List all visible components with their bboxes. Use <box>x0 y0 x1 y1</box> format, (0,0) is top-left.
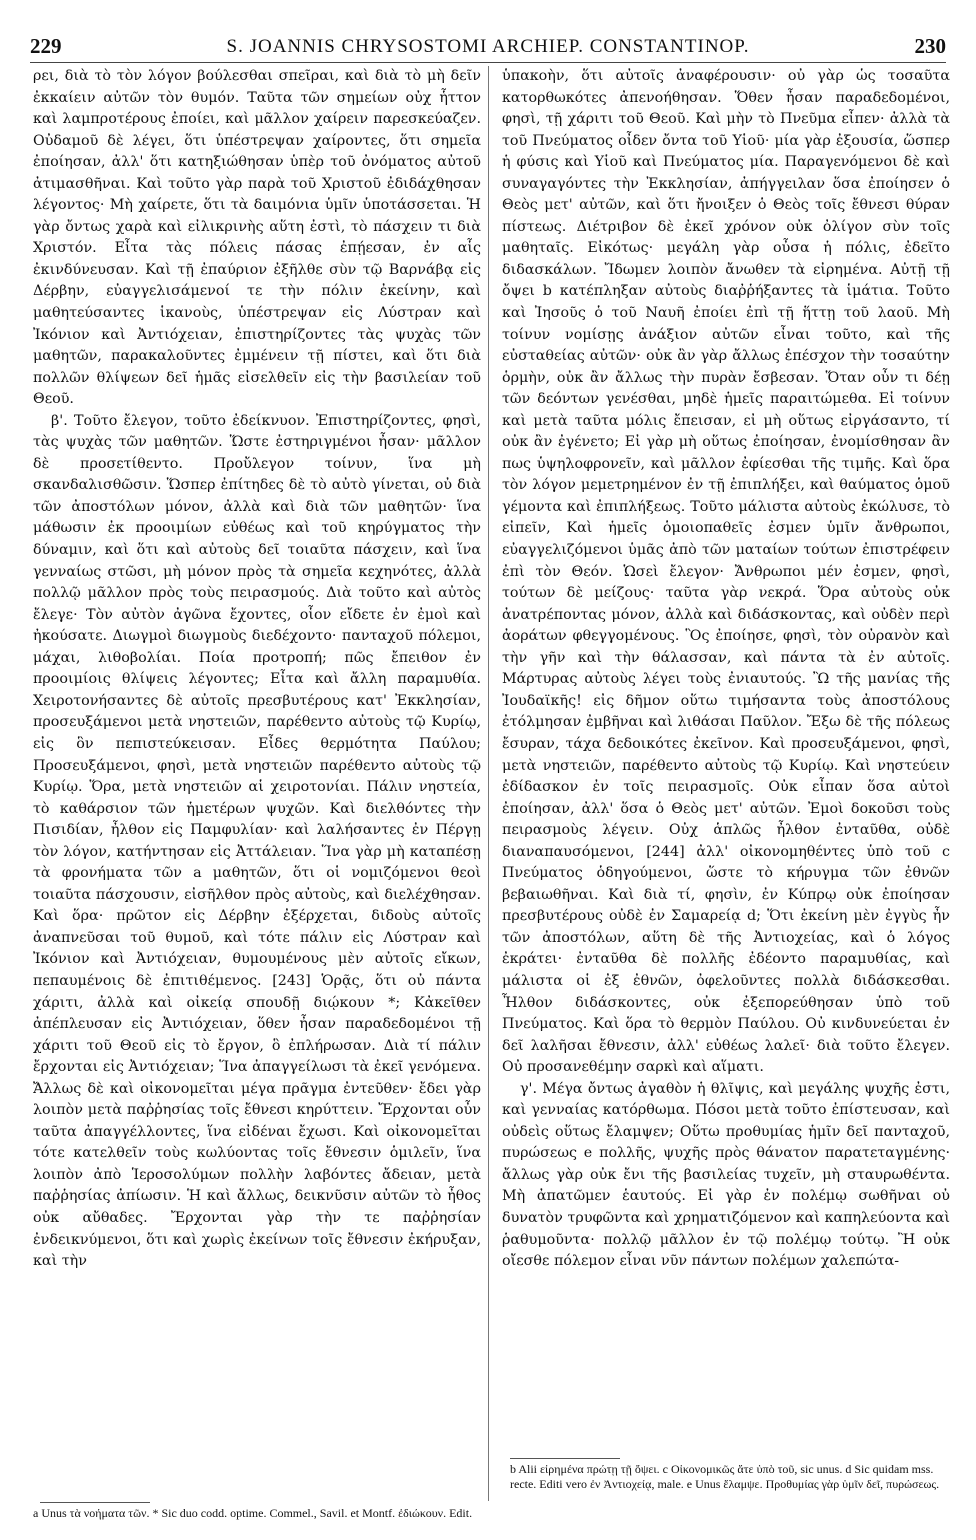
page-number-left: 229 <box>30 34 62 58</box>
footnotes-left: a Unus τὰ νοήματα τῶν. * Sic duo codd. optime. Commel., Savil. et Montf. ἐδιώκουν. Edit. <box>33 1506 473 1520</box>
footnotes-right: b Alii εἰρημένα πρώτῃ τῇ ὄψει. c Οἰκονομικῶς ἅτε ὑπὸ τοῦ, sic unus. d Sic quidam mss. recte. Editi vero ἐν Ἀντιοχείᾳ, male. e Unus ἔλαμψε. Προθυμίας γὰρ ὑμῖν δεῖ, πυρώσεως. <box>510 1462 940 1491</box>
column-divider <box>488 66 489 1501</box>
page-number-right: 230 <box>914 34 946 58</box>
header-rule <box>30 62 946 63</box>
paragraph: ρει, διὰ τὸ τὸν λόγον βούλεσθαι σπεῖραι, καὶ διὰ τὸ μὴ δεῖν ἐκκαίειν αὐτῶν τὸν θυμόν. Ταῦτα τῶν σημείων οὐχ ἧττον καὶ λαμπροτέρους ἐποίει, καὶ μᾶλλον χαίρειν παρεσκεύαζεν. Οὐδαμοῦ δὲ λέγει, ὅτι ὑπέστρεψαν χαίροντες, ὅτι σημεῖα ἐποίησαν, ἀλλ' ὅτι κατηξιώθησαν ὑπὲρ τοῦ ὀνόματος αὐτοῦ ἀτιμασθῆναι. Καὶ τοῦτο γὰρ παρὰ τοῦ Χριστοῦ ἐδιδάχθησαν λέγοντος· Μὴ χαίρετε, ὅτι τὰ δαιμόνια ὑμῖν ὑποτάσσεται. Ἡ γὰρ ὄντως χαρὰ καὶ εἰλικρινὴς αὕτη ἐστὶ, τὸ πάσχειν τι διὰ Χριστόν. Εἶτα τὰς πόλεις πάσας ἐπῄεσαν, ἐν αἷς ἐκινδύνευσαν. Καὶ τῇ ἐπαύριον ἐξῆλθε σὺν τῷ Βαρνάβᾳ εἰς Δέρβην, εὐαγγελισάμενοί τε τὴν πόλιν ἐκείνην, καὶ μαθητεύσαντες ἱκανοὺς, ὑπέστρεψαν εἰς Λύστραν καὶ Ἰκόνιον καὶ Ἀντιόχειαν, ἐπιστηρίζοντες τὰς ψυχὰς τῶν μαθητῶν, παρακαλοῦντες ἐμμένειν τῇ πίστει, καὶ ὅτι διὰ πολλῶν θλίψεων δεῖ ἡμᾶς εἰσελθεῖν εἰς τὴν βασιλείαν τοῦ Θεοῦ. <box>33 68 481 408</box>
paragraph: γ'. Μέγα ὄντως ἀγαθὸν ἡ θλῖψις, καὶ μεγάλης ψυχῆς ἐστι, καὶ γενναίας κατόρθωμα. Πόσοι μετὰ τοῦτο ἐπίστευσαν, καὶ οὐδεὶς οὕτως ἔλαμψεν; Οὕτω προθυμίας ἡμῖν δεῖ πανταχοῦ, πυρώσεως e πολλῆς, ψυχῆς πρὸς θάνατον παρατεταγμένης· ἄλλως γὰρ οὐκ ἔνι τῆς βασιλείας τυχεῖν, μὴ σταυρωθέντα. Μὴ ἀπατῶμεν ἑαυτούς. Εἰ γὰρ ἐν πολέμῳ σωθῆναι οὐ δυνατὸν τρυφῶντα καὶ χρηματιζόμενον καὶ καπηλεύοντα καὶ ῥαθυμοῦντα· πολλῷ μᾶλλον ἐν τῷ πολέμῳ τούτῳ. Ἢ οὐκ οἴεσθε πόλεμον εἶναι νῦν πάντων πολέμων χαλεπώτα- <box>502 1080 950 1270</box>
footnote-rule-right <box>510 1458 620 1459</box>
paragraph: ὑπακοὴν, ὅτι αὐτοῖς ἀναφέρουσιν· οὐ γὰρ ὡς τοσαῦτα κατορθωκότες ἀπενοήθησαν. Ὅθεν ἦσαν παραδεδομένοι, φησὶ, τῇ χάριτι τοῦ Θεοῦ. Καὶ μὴν τὸ Πνεῦμα εἶπεν· ἀλλὰ τὰ τοῦ Πνεύματος οἶδεν ὄντα τοῦ Υἱοῦ· μία γὰρ ἐξουσία, ὥσπερ ἡ φύσις καὶ Υἱοῦ καὶ Πνεύματος μία. Παραγενόμενοι δὲ καὶ συναγαγόντες τὴν Ἐκκλησίαν, ἀπήγγειλαν ὅσα ἐποίησεν ὁ Θεὸς μετ' αὐτῶν, καὶ ὅτι ἤνοιξεν ὁ Θεὸς τοῖς ἔθνεσι θύραν πίστεως. Διέτριβον δὲ ἐκεῖ χρόνον οὐκ ὀλίγον σὺν τοῖς μαθηταῖς. Εἰκότως· μεγάλη γὰρ οὖσα ἡ πόλις, ἐδεῖτο διδασκάλων. Ἴδωμεν λοιπὸν ἄνωθεν τὰ εἰρημένα. Αὐτῇ τῇ ὄψει b κατέπληξαν αὐτοὺς διαῤῥήξαντες τὰ ἱμάτια. Τοῦτο καὶ Ἰησοῦς ὁ τοῦ Ναυῆ ἐποίει ἐπὶ τῇ ἥττῃ τοῦ λαοῦ. Μὴ τοίνυν νομίσῃς ἀνάξιον αὐτῶν εἶναι τοῦτο, καὶ τῆς εὐσταθείας αὐτῶν· οὐκ ἂν γὰρ ἄλλως ἐπέσχον τὴν τοσαύτην ὁρμὴν, οὐκ ἂν ἄλλως τὴν πυρὰν ἔσβεσαν. Ὅταν οὖν τι δέῃ τῶν δεόντων γενέσθαι, μηδὲ ἡμεῖς παραιτώμεθα. Εἰ τοίνυν καὶ μετὰ ταῦτα μόλις ἔπεισαν, εἰ μὴ οὕτως εἰργάσαντο, τί οὐκ ἂν ἐγένετο; Εἰ γὰρ μὴ οὕτως ἐποίησαν, ἐνομίσθησαν ἂν πως ὑψηλοφρονεῖν, καὶ μᾶλλον ἐφίεσθαι τῆς τιμῆς. Καὶ ὅρα τὸν λόγον μεμετρημένον ἐν τῇ ἐπιπλήξει, καὶ θαύματος ὁμοῦ γέμοντα καὶ ἐπιπλήξεως. Τοῦτο μάλιστα αὐτοὺς ἐκώλυσε, τὸ εἰπεῖν, Καὶ ἡμεῖς ὁμοιοπαθεῖς ἐσμεν ὑμῖν ἄνθρωποι, εὐαγγελιζόμενοι ὑμᾶς ἀπὸ τῶν ματαίων τούτων ἐπιστρέφειν ἐπὶ τὸν Θεόν. Ὡσεὶ ἔλεγον· Ἄνθρωποι μέν ἐσμεν, φησὶ, τούτων δὲ μείζους· ταῦτα γὰρ νεκρά. Ὅρα αὐτοὺς οὐκ ἀνατρέποντας μόνον, ἀλλὰ καὶ διδάσκοντας, καὶ οὐδὲν περὶ ἀοράτων φθεγγομένους. Ὃς ἐποίησε, φησὶ, τὸν οὐρανὸν καὶ τὴν γῆν καὶ τὴν θάλασσαν, καὶ πάντα τὰ ἐν αὐτοῖς. Μάρτυρας αὐτοὺς λέγει τοὺς ἐνιαυτούς. Ὢ τῆς μανίας τῆς Ἰουδαϊκῆς! εἰς δῆμον οὕτω τιμήσαντα τοὺς ἀποστόλους ἐτόλμησαν ἐμβῆναι καὶ λιθάσαι Παῦλον. Ἔξω δὲ τῆς πόλεως ἔσυραν, τάχα δεδοικότες ἐκεῖνον. Καὶ προσευξάμενοι, φησὶ, μετὰ νηστειῶν, παρέθεντο αὐτοὺς τῷ Κυρίῳ. Καὶ νηστεύειν ἐδίδασκον ἐν τοῖς πειρασμοῖς. Οὐκ εἶπαν ὅσα αὐτοὶ ἐποίησαν, ἀλλ' ὅσα ὁ Θεὸς μετ' αὐτῶν. Ἐμοὶ δοκοῦσι τοὺς πειρασμοὺς λέγειν. Οὐχ ἁπλῶς ἦλθον ἐνταῦθα, οὐδὲ διαναπαυσόμενοι, [244] ἀλλ' οἰκονομηθέντες ὑπὸ τοῦ c Πνεύματος ὁδηγούμενοι, ὥστε τὸ κήρυγμα τῶν ἐθνῶν βεβαιωθῆναι. Καὶ διὰ τί, φησὶν, ἐν Κύπρῳ οὐκ ἐποίησαν πρεσβυτέρους οὐδὲ ἐν Σαμαρείᾳ d; Ὅτι ἐκείνη μὲν ἐγγὺς ἦν τῶν ἀποστόλων, αὕτη δὲ τῆς Ἀντιοχείας, καὶ ὁ λόγος ἐκράτει· ἐνταῦθα δὲ πολλῆς ἐδέοντο παραμυθίας, καὶ μάλιστα οἱ ἐξ ἐθνῶν, ὀφελοῦντες πολλὰ διδάσκεσθαι. Ἦλθον διδάσκοντες, οὐκ ἐξεπορεύθησαν ὑπὸ τοῦ Πνεύματος. Καὶ ὅρα τὸ θερμὸν Παύλου. Οὐ κινδυνεύεται ἐν δεῖ λαλῆσαι ἔθνεσιν, ἀλλ' εὐθέως λαλεῖ· διὰ τοῦτο ἔλεγεν. Οὐ προσανεθέμην σαρκὶ καὶ αἵματι. <box>502 68 950 1076</box>
running-header <box>30 34 946 60</box>
footnote-rule-left <box>40 1502 150 1503</box>
paragraph: β'. Τοῦτο ἔλεγον, τοῦτο ἐδείκνυον. Ἐπιστηρίζοντες, φησὶ, τὰς ψυχὰς τῶν μαθητῶν. Ὥστε ἐστηριγμένοι ἦσαν· μᾶλλον δὲ προσετίθεντο. Προὔλεγον τοίνυν, ἵνα μὴ σκανδαλισθῶσιν. Ὥσπερ ἐπίτηδες δὲ τὸ αὐτὸ γίνεται, οὐ διὰ τῶν ἀποστόλων μόνον, ἀλλὰ καὶ διὰ τῶν μαθητῶν· ἵνα μάθωσιν ἐκ προοιμίων εὐθέως καὶ τοῦ κηρύγματος τὴν δύναμιν, καὶ ὅτι καὶ αὐτοὺς δεῖ τοιαῦτα πάσχειν, καὶ ἵνα γενναίως στῶσι, μὴ μόνον πρὸς τὰ σημεῖα κεχηνότες, ἀλλὰ πολλῷ μᾶλλον πρὸς τοὺς πειρασμούς. Διὰ τοῦτο καὶ αὐτὸς ἔλεγε· Τὸν αὐτὸν ἀγῶνα ἔχοντες, οἷον εἴδετε ἐν ἐμοὶ καὶ ἠκούσατε. Διωγμοὶ διωγμοὺς διεδέχοντο· πανταχοῦ πόλεμοι, μάχαι, λιθοβολίαι. Ποία προτροπή; πῶς ἔπειθον ἐν προοιμίοις θλίψεις λέγοντες; Εἶτα καὶ ἄλλη παραμυθία. Χειροτονήσαντες δὲ αὐτοῖς πρεσβυτέρους κατ' Ἐκκλησίαν, προσευξάμενοι μετὰ νηστειῶν, παρέθεντο αὐτοὺς τῷ Κυρίῳ, εἰς ὃν πεπιστεύκεισαν. Εἶδες θερμότητα Παύλου; Προσευξάμενοι, φησὶ, μετὰ νηστειῶν παρέθεντο αὐτοὺς τῷ Κυρίῳ. Ὅρα, μετὰ νηστειῶν αἱ χειροτονίαι. Πάλιν νηστεία, τὸ καθάρσιον τῶν ἡμετέρων ψυχῶν. Καὶ διελθόντες τὴν Πισιδίαν, ἦλθον εἰς Παμφυλίαν· καὶ λαλήσαντες ἐν Πέργῃ τὸν λόγον, κατήντησαν εἰς Ἀττάλειαν. Ἵνα γὰρ μὴ καταπέσῃ τὰ φρονήματα τῶν a μαθητῶν, ὅτι οἱ νομιζόμενοι θεοὶ τοιαῦτα πάσχουσιν, εἰσῆλθον πρὸς αὐτοὺς, καὶ διελέχθησαν. Καὶ ὅρα· πρῶτον εἰς Δέρβην ἐξέρχεται, διδοὺς αὐτοῖς ἀναπνεῦσαι τοῦ θυμοῦ, καὶ τότε πάλιν εἰς Λύστραν καὶ Ἰκόνιον καὶ Ἀντιόχειαν, θυμουμένους μὲν αὐτοῖς εἴκων, πεπαυμένοις δὲ ἐπιτιθέμενος. [243] Ὁρᾷς, ὅτι οὐ πάντα χάριτι, ἀλλὰ καὶ οἰκείᾳ σπουδῇ διῴκουν *; Κἀκεῖθεν ἀπέπλευσαν εἰς Ἀντιόχειαν, ὅθεν ἦσαν παραδεδομένοι τῇ χάριτι τοῦ Θεοῦ εἰς τὸ ἔργον, ὃ ἐπλήρωσαν. Διὰ τί πάλιν ἔρχονται εἰς Ἀντιόχειαν; Ἵνα ἀπαγγείλωσι τὰ ἐκεῖ γενόμενα. Ἄλλως δὲ καὶ οἰκονομεῖται μέγα πρᾶγμα ἐντεῦθεν· ἔδει γὰρ λοιπὸν μετὰ παῤῥησίας τοῖς ἔθνεσι κηρύττειν. Ἔρχονται οὖν ταῦτα ἀπαγγέλλοντες, ἵνα εἰδέναι ἔχωσι. Καὶ οἰκονομεῖται τότε κατελθεῖν τοὺς κωλύοντας τοῖς ἔθνεσιν ὁμιλεῖν, ἵνα λοιπὸν ἀπὸ Ἱεροσολύμων πολλὴν λαβόντες ἄδειαν, μετὰ παῤῥησίας ἀπίωσιν. Ἡ καὶ ἄλλως, δεικνῦσιν αὐτῶν τὸ ἦθος οὐκ αὔθαδες. Ἔρχονται γὰρ τὴν τε παῤῥησίαν ἐνδεικνύμενοι, ὅτι καὶ χωρὶς ἐκείνων τοῖς ἔθνεσιν ἐκήρυξαν, καὶ τὴν <box>33 412 481 1270</box>
right-column <box>502 66 950 1273</box>
running-title: S. JOANNIS CHRYSOSTOMI ARCHIEP. CONSTANTINOP. <box>226 36 750 57</box>
left-column <box>33 66 481 1273</box>
